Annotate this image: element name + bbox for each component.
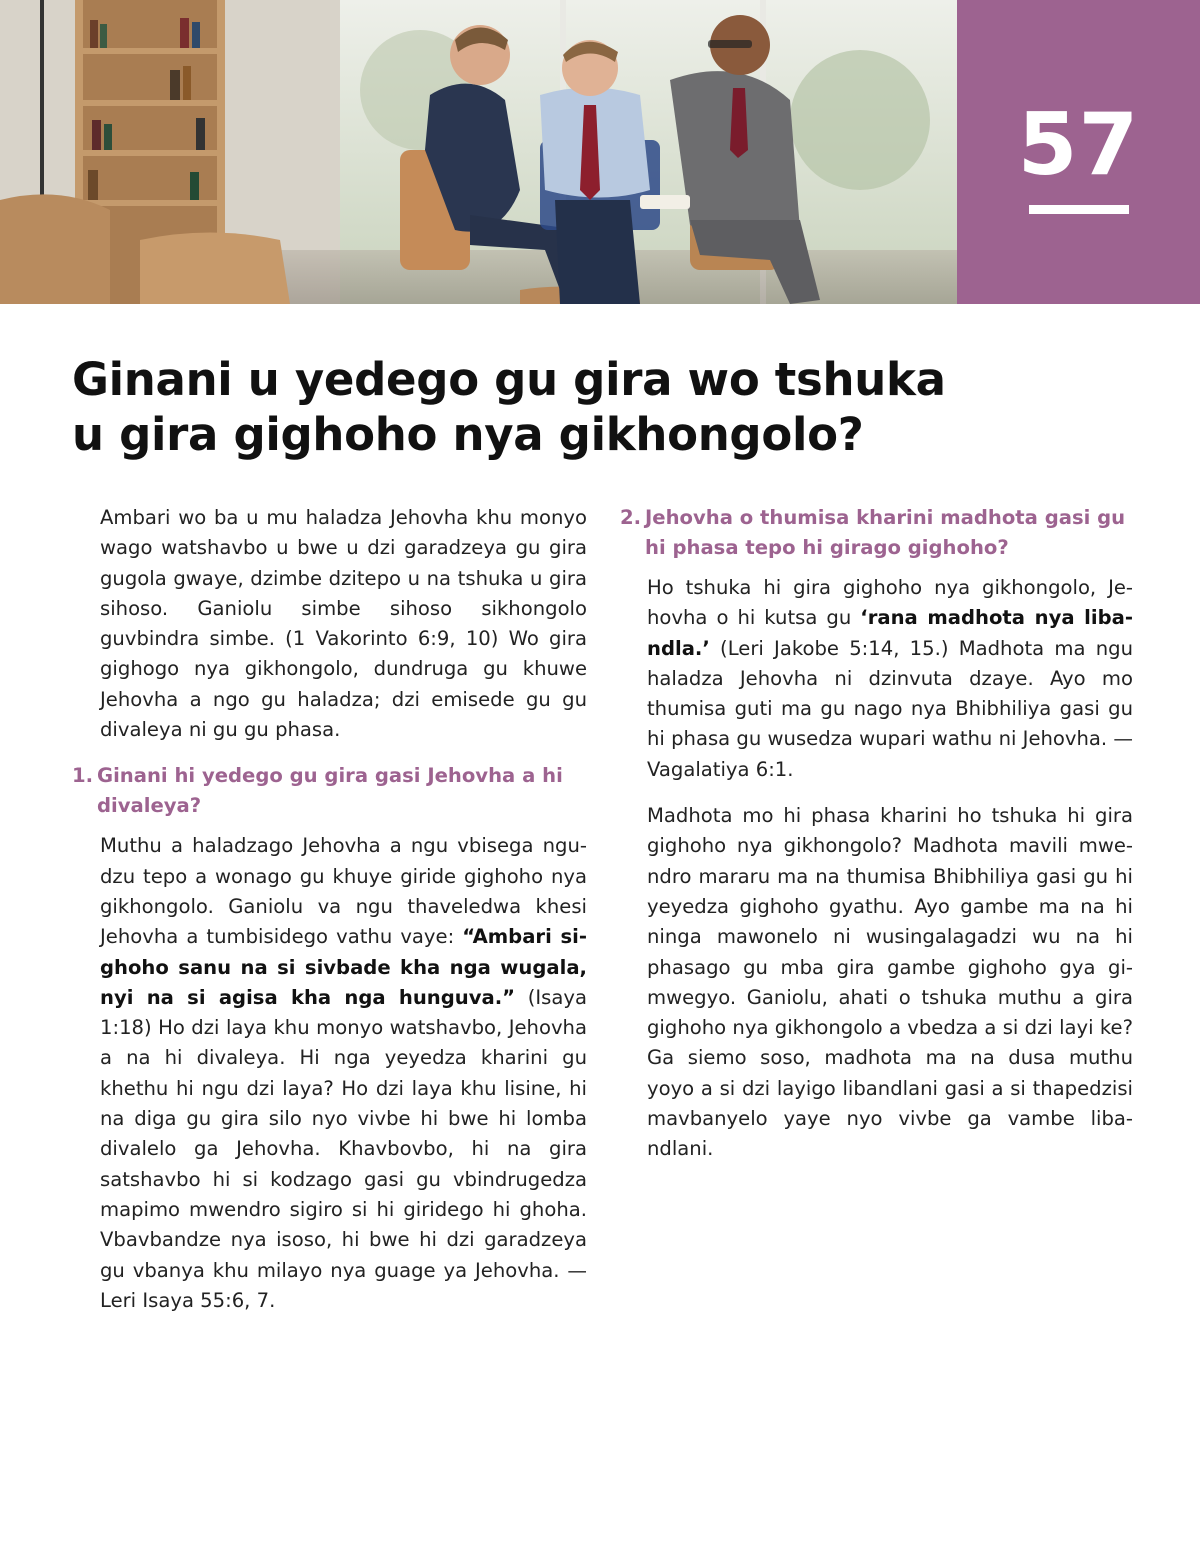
question-text: Ginani hi yedego gu gira gasi Jehovha a hi divaleya? bbox=[97, 764, 563, 818]
chapter-number: 57 bbox=[1017, 95, 1140, 195]
header-photo bbox=[0, 0, 957, 304]
question-number: 2. bbox=[620, 506, 642, 529]
chapter-number-underline bbox=[1029, 205, 1129, 214]
section-2-paragraph-2: Madhota mo hi phasa kharini ho tshuka hi gira gighoho nya gikhongolo? Madhota mavili mwendro mararu ma na thumisa Bhibhiliya gasi gu hi yeyedza gighoho gyathu. Ayo gambe ma na hi ninga mawonelo ni wusingalagadzi wu na hi phasago gu mba gira gambe gighoho gya gimwegyo. Ganiolu, ahati o tshuka muthu a gira gighoho nya gikhongolo a vbedza a si dzi layi ke? Ga siemo soso, madhota ma na dusa muthu yoyo a si dzi layigo libandlani gasi a si thapedzisi mavbanyelo yaye nyo vivbe ga vambe libandlani. bbox=[647, 804, 1133, 1161]
chapter-number-block bbox=[957, 0, 1200, 304]
scripture-quote: “Ambari sighoho sanu na si sivbade kha nga wugala, nyi na si agisa kha nga hunguva.” bbox=[100, 925, 587, 1009]
paragraph-text: Ho tshuka hi gira gighoho nya gikhongolo, Jehovha o hi kutsa gu bbox=[647, 576, 1133, 630]
right-column bbox=[620, 503, 1133, 1181]
left-column bbox=[72, 503, 587, 1332]
section-1-paragraph bbox=[72, 831, 587, 1316]
page-title bbox=[72, 352, 972, 462]
paragraph-text: Muthu a haladzago Jehovha a ngu vbisega ngudzu tepo a wonago gu khuye giride gighoho nya gikhongolo. Ganiolu va ngu thaveledwa khesi Jehovha a tumbisidego vathu vaye: bbox=[100, 834, 587, 949]
intro-paragraph: Ambari wo ba u mu haladza Jehovha khu monyo wago watshavbo u bwe u dzi garadzeya gu gira gugola gwaye, dzimbe dzitepo u na tshuka u gira sihoso. Ganiolu simbe sihoso sikhongolo guvbindra simbe. (1 Vakorinto 6:9, 10) Wo gira gighogo nya gikhongolo, dundruga gu khuwe Jehovha a ngo gu haladza; dzi emisede gu gu divaleya ni gu gu phasa. bbox=[100, 506, 587, 742]
title-line-2: u gira gighoho nya gikhongolo? bbox=[72, 408, 864, 461]
title-line-1: Ginani u yedego gu gira wo tshuka bbox=[72, 353, 946, 406]
question-text: Jehovha o thumisa kharini madhota gasi gu hi phasa tepo hi girago gighoho? bbox=[645, 506, 1126, 559]
section-2-paragraph-1 bbox=[620, 573, 1133, 785]
paragraph-text: (Isaya 1:18) Ho dzi laya khu monyo watshavbo, Jehovha a na hi divaleya. Hi nga yeyedza kharini gu khethu hi ngu dzi laya? Ho dzi laya khu lisine, hi na diga gu gira silo nyo vivbe hi bwe hi lomba divalelo ga Jehovha. Khavbovbo, hi na gira satshavbo hi si kodzago gasi gu vbindrugedza mapimo mwendro sigiro si hi giridego hi ghoha. Vbavbandze nya isoso, hi bwe hi dzi garadzeya gu vbanya khu milayo nya guage ya Jehovha. — Leri Isaya 55:6, 7. bbox=[100, 985, 587, 1312]
paragraph-text: (Leri Jakobe 5:14, 15.) Madhota ma ngu haladza Jehovha ni dzinvuta dzaye. Ayo mo thumisa guti ma gu nago nya Bhibhiliya gasi gu hi phasa gu wusedza wupari wathu ni Jehovha. — Vagalatiya 6:1. bbox=[647, 636, 1133, 781]
question-heading-2 bbox=[620, 503, 1133, 563]
question-heading-1 bbox=[72, 761, 587, 821]
header-photo-illustration bbox=[0, 0, 957, 304]
question-number: 1. bbox=[72, 764, 94, 788]
scripture-quote: ‘rana madhota nya libandla.’ bbox=[647, 606, 1133, 660]
